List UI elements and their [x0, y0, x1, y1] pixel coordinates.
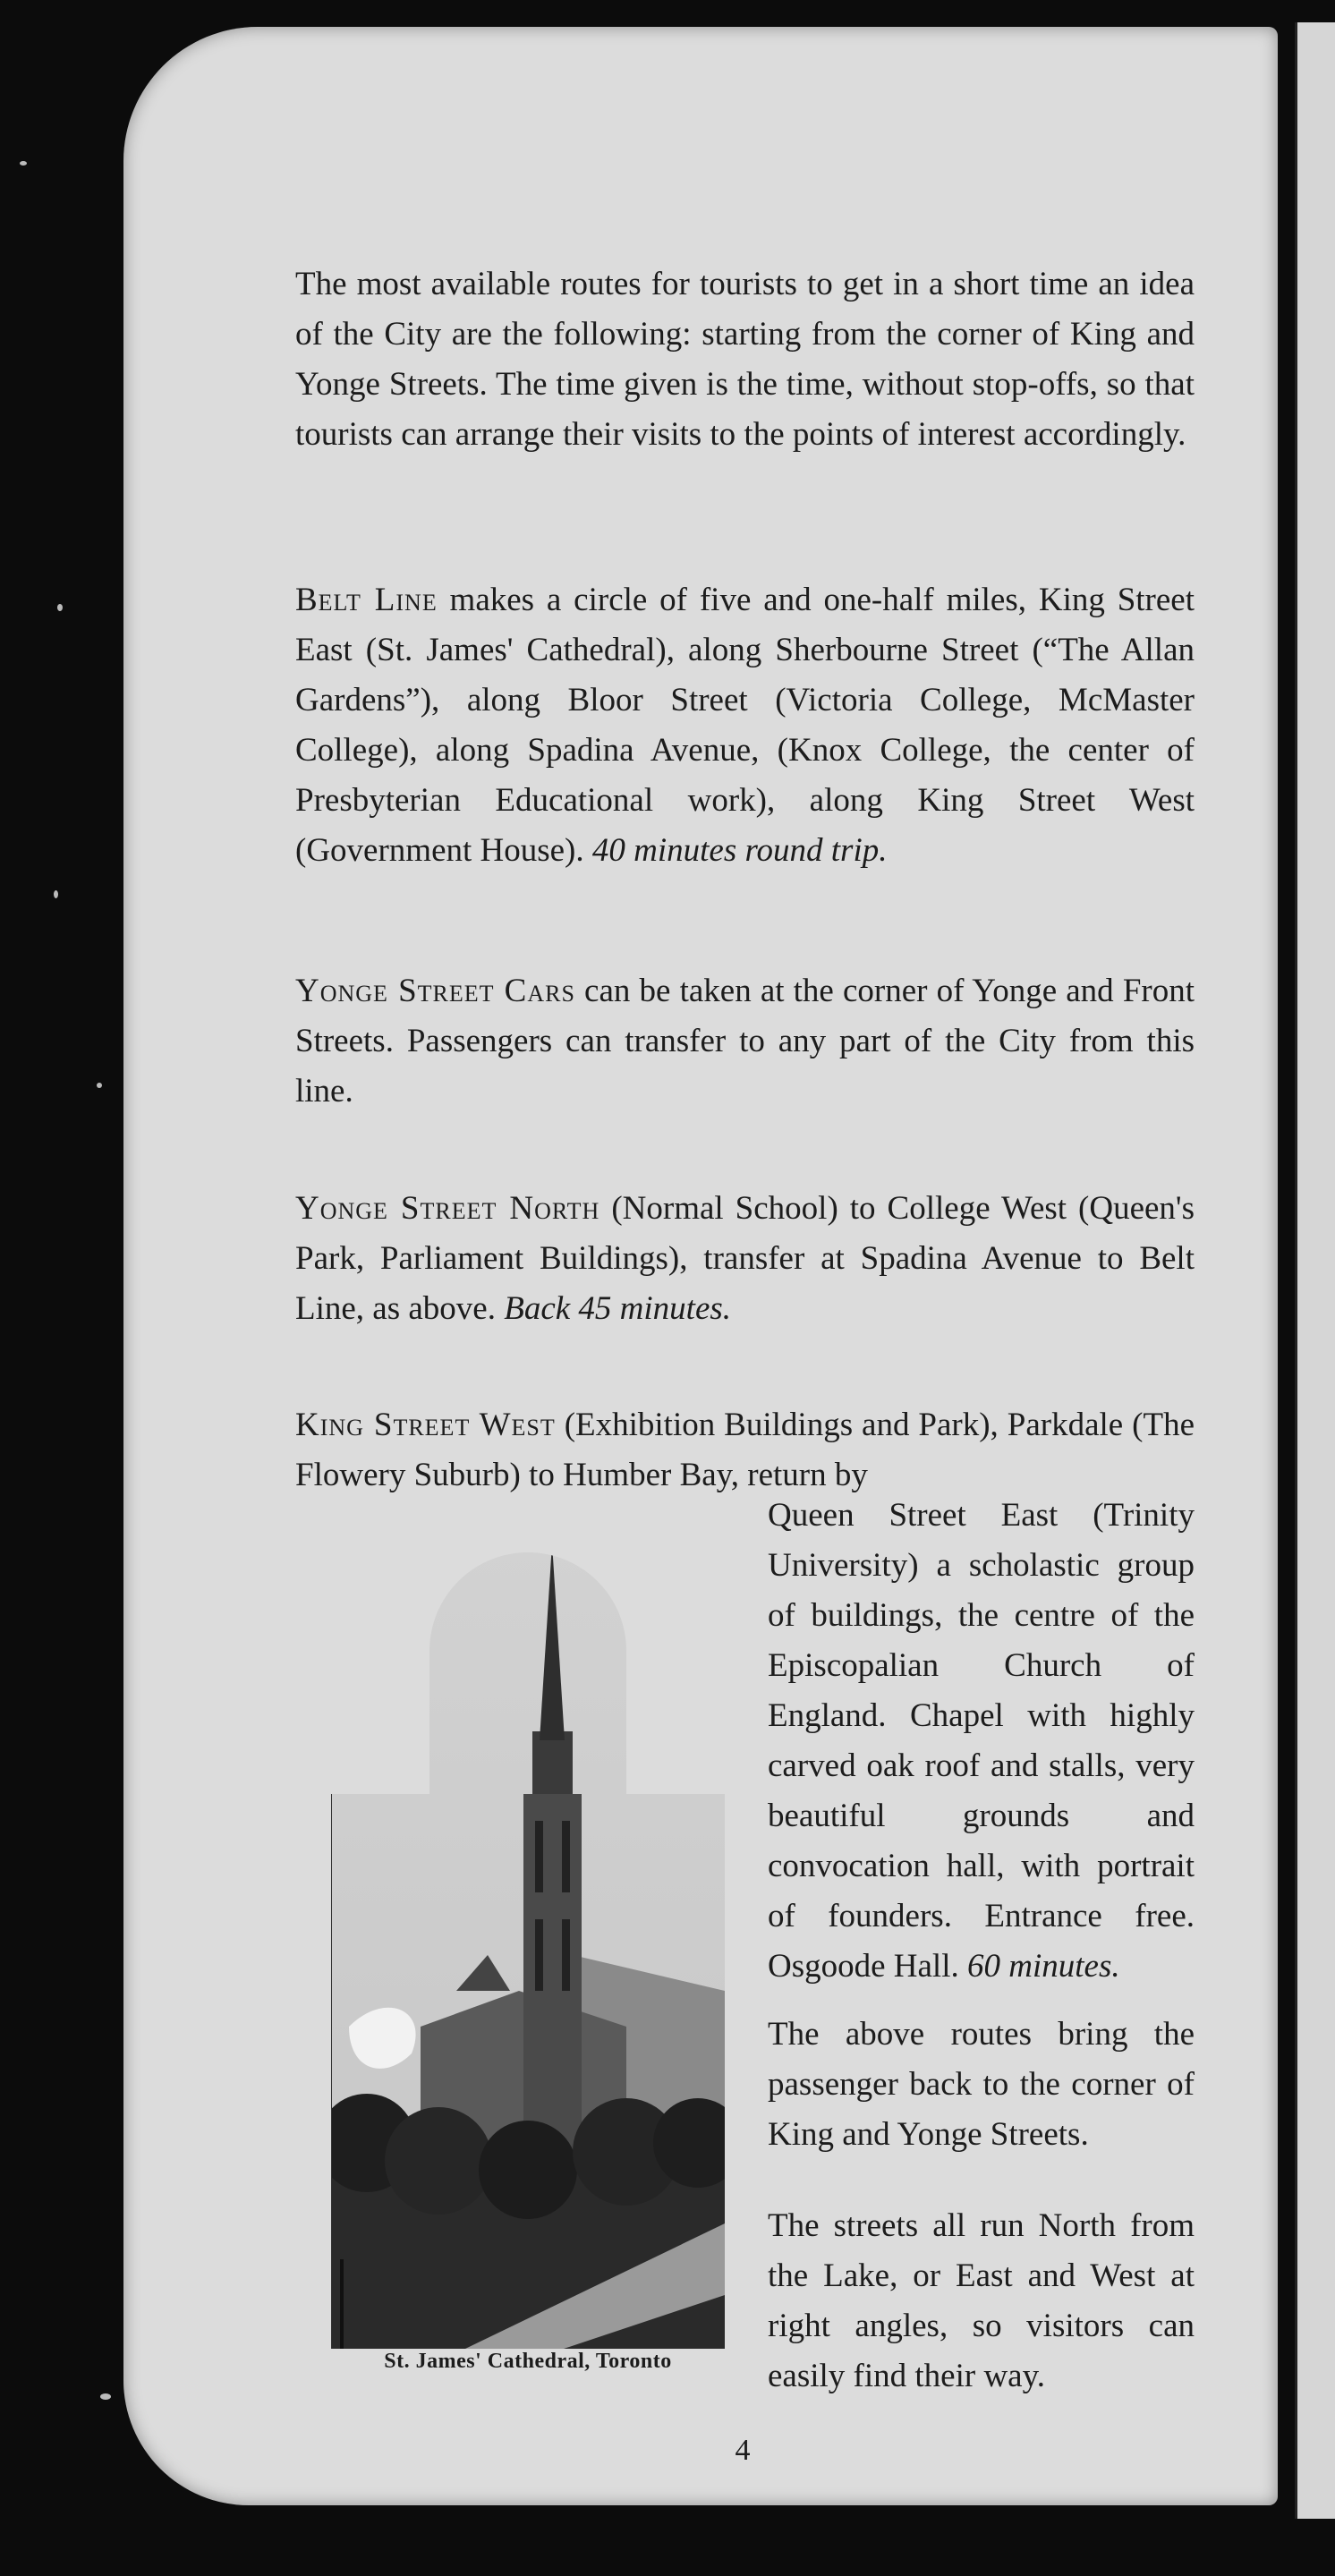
king-west-time: 60 minutes. — [967, 1948, 1120, 1985]
scan-speck — [100, 2393, 111, 2400]
page-number: 4 — [735, 2434, 751, 2467]
king-west-heading: King Street West — [295, 1407, 556, 1443]
yonge-cars-paragraph — [295, 966, 1195, 1117]
yonge-north-paragraph — [295, 1184, 1195, 1334]
scan-speck — [97, 1083, 102, 1088]
yonge-cars-body: can be taken at the corner of Yonge and Front Streets. Passengers can transfer to any part of the City from this line. — [295, 973, 1195, 1109]
scan-speck — [20, 161, 27, 166]
scan-speck — [57, 604, 63, 611]
belt-line-time: 40 minutes round trip. — [591, 832, 888, 869]
yonge-north-body: (Normal School) to College West (Queen's Park, Parliament Buildings), transfer at Spadina Avenue to Belt Line, as above. — [295, 1190, 1195, 1327]
scan-speck — [54, 890, 58, 898]
king-west-paragraph — [295, 1400, 1195, 1501]
belt-line-paragraph — [295, 575, 1195, 876]
yonge-cars-heading: Yonge Street Cars — [295, 973, 575, 1009]
king-west-body: (Exhibition Buildings and Park), Parkdale (The Flowery Suburb) to Humber Bay, return by — [295, 1407, 1195, 1493]
figure-caption: St. James' Cathedral, Toronto — [384, 2350, 672, 2373]
cathedral-photo — [331, 1526, 725, 2349]
king-west-continued-text: Queen Street East (Trinity University) a scholastic group of buildings, the centre of the Episcopalian Church of England. Chapel with highly carved oak roof and stalls, very beautiful grounds and convocation hall, with portrait of founders. Entrance free. Osgoode Hall. — [768, 1497, 1195, 1985]
streets-note: The streets all run North from the Lake, or East and West at right angles, so visitors can easily find their way. — [768, 2207, 1195, 2394]
routes-note: The above routes bring the passenger back to the corner of King and Yonge Streets. — [768, 2016, 1195, 2153]
king-west-continued — [768, 1491, 1195, 1992]
belt-line-body: makes a circle of five and one-half miles, King Street East (St. James' Cathedral), along Sherbourne Street (“The Allan Gardens”), along Bloor Street (Victoria College, McMaster College), along Spadina Avenue, (Knox College, the center of Presbyterian Educational work), along King Street West (Government House). — [295, 582, 1195, 869]
yonge-north-time: Back 45 minutes. — [504, 1290, 732, 1327]
adjacent-page-edge — [1295, 22, 1335, 2519]
intro-paragraph: The most available routes for tourists to get in a short time an idea of the City are the following: starting from the corner of King and Yonge Streets. The time given is the time, without stop-offs, so that tourists can arrange their visits to the points of interest accordingly. — [295, 266, 1195, 453]
cathedral-photo-graphic — [331, 1526, 725, 2349]
belt-line-heading: Belt Line — [295, 582, 438, 618]
yonge-north-heading: Yonge Street North — [295, 1190, 600, 1227]
